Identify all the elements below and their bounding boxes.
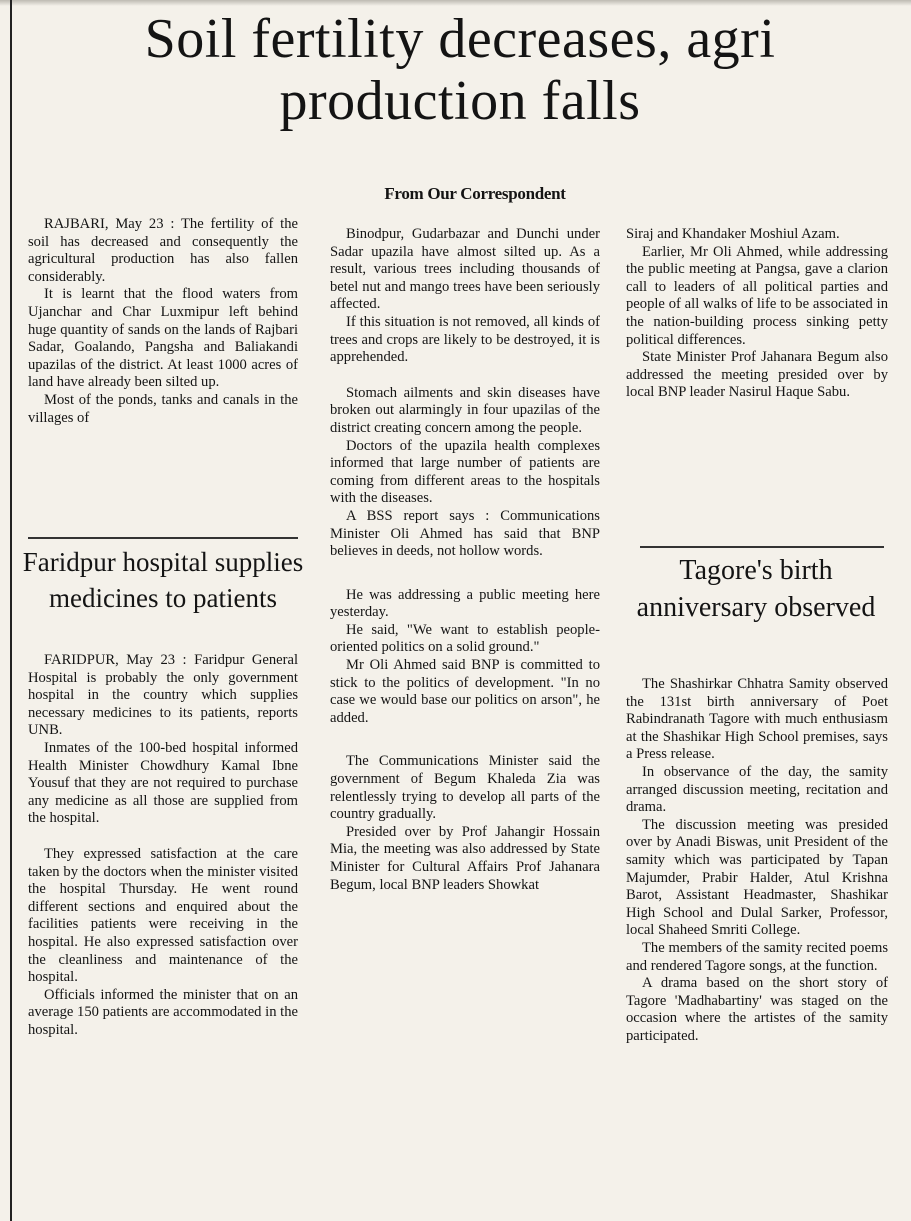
paragraph: FARIDPUR, May 23 : Faridpur General Hospital is probably the only government hospital in the country which supplies necessary medicines to its patients, reports UNB. — [28, 652, 298, 739]
paragraph: He said, "We want to establish people-oriented politics on a solid ground." — [330, 621, 600, 656]
tagore-headline: Tagore's birth anniversary observed — [636, 555, 876, 623]
paragraph: In observance of the day, the samity arranged discussion meeting, recitation and drama. — [626, 763, 888, 816]
paragraph: If this situation is not removed, all kinds of trees and crops are likely to be destroyed, it is apprehended. — [330, 313, 600, 366]
paragraph: Stomach ailments and skin diseases have broken out alarmingly in four upazilas of the district creating concern among the people. — [330, 384, 600, 436]
paragraph: Presided over by Prof Jahangir Hossain Mia, the meeting was also addressed by State Minister for Cultural Affairs Prof Jahanara Begum, local BNP leaders Showkat — [330, 823, 600, 893]
paragraph: Officials informed the minister that on an average 150 patients are accommodated in the hospital. — [28, 986, 298, 1038]
hospital-headline: Faridpur hospital supplies medicines to patients — [22, 547, 304, 613]
paragraph: Inmates of the 100-bed hospital informed Health Minister Chowdhury Kamal Ibne Yousuf that they are not required to purchase any medicine as all those are supplied from the hospital. — [28, 739, 298, 827]
paragraph: A BSS report says : Communications Minister Oli Ahmed has said that BNP believes in deeds, not hollow words. — [330, 507, 600, 560]
paragraph: It is learnt that the flood waters from Ujanchar and Char Luxmipur left behind huge quantity of sands on the lands of Rajbari Sadar, Goalando, Pangsha and Baliakandi upazilas of the district. At least 1000 acres of land have already been silted up. — [28, 286, 298, 391]
paragraph: Earlier, Mr Oli Ahmed, while addressing the public meeting at Pangsa, gave a clarion call to leaders of all political parties and people of all walks of life to be associated in the nation-building process sinking petty political differences. — [626, 243, 888, 348]
tagore-article — [626, 676, 888, 1045]
paragraph: The Communications Minister said the government of Begum Khaleda Zia was relentlessly trying to develop all parts of the country gradually. — [330, 753, 600, 823]
article-divider — [640, 546, 884, 548]
paragraph: The members of the samity recited poems and rendered Tagore songs, at the function. — [626, 939, 888, 974]
paragraph: Doctors of the upazila health complexes informed that large number of patients are coming from different areas to the hospitals with the diseases. — [330, 437, 600, 507]
paragraph: They expressed satisfaction at the care taken by the doctors when the minister visited the hospital Thursday. He went round different sections and enquired about the facilities patients were receiving in the hospital. He also expressed satisfaction over the cleanliness and maintenance of the hospital. — [28, 845, 298, 986]
hospital-article — [28, 652, 298, 1039]
main-article-col2 — [330, 226, 600, 894]
paragraph: The Shashirkar Chhatra Samity observed the 131st birth anniversary of Poet Rabindranath Tagore with much enthusiasm at the Shashikar High School premises, says a Press release. — [626, 676, 888, 763]
page-top-edge — [0, 0, 911, 6]
main-headline: Soil fertility decreases, agri production falls — [144, 8, 776, 132]
paragraph: Most of the ponds, tanks and canals in the villages of — [28, 391, 298, 426]
article-divider — [28, 537, 298, 539]
byline: From Our Correspondent — [384, 184, 566, 203]
paragraph: Siraj and Khandaker Moshiul Azam. — [626, 226, 840, 242]
column-border-left — [10, 0, 12, 1221]
paragraph: He was addressing a public meeting here yesterday. — [330, 586, 600, 621]
paragraph: Mr Oli Ahmed said BNP is committed to stick to the politics of development. "In no case we would base our politics on arson", he added. — [330, 657, 600, 726]
paragraph: RAJBARI, May 23 : The fertility of the soil has decreased and consequently the agricultural production has also fallen considerably. — [28, 216, 298, 285]
paragraph: Binodpur, Gudarbazar and Dunchi under Sadar upazila have almost silted up. As a result, various trees including thousands of betel nut and mango trees have been seriously affected. — [330, 226, 600, 313]
main-article-col1 — [28, 216, 298, 427]
paragraph: The discussion meeting was presided over by Anadi Biswas, unit President of the samity which was participated by Tapan Majumder, Prabir Halder, Atul Krishna Barot, Assistant Headmaster, Shashikar High School and Dulal Sarker, Professor, local Shaheed Smriti College. — [626, 816, 888, 939]
paragraph: A drama based on the short story of Tagore 'Madhabartiny' was staged on the occasion where the artistes of the samity participated. — [626, 975, 888, 1044]
paragraph: State Minister Prof Jahanara Begum also addressed the meeting presided over by local BNP leader Nasirul Haque Sabu. — [626, 349, 888, 401]
main-article-col3 — [626, 226, 888, 402]
